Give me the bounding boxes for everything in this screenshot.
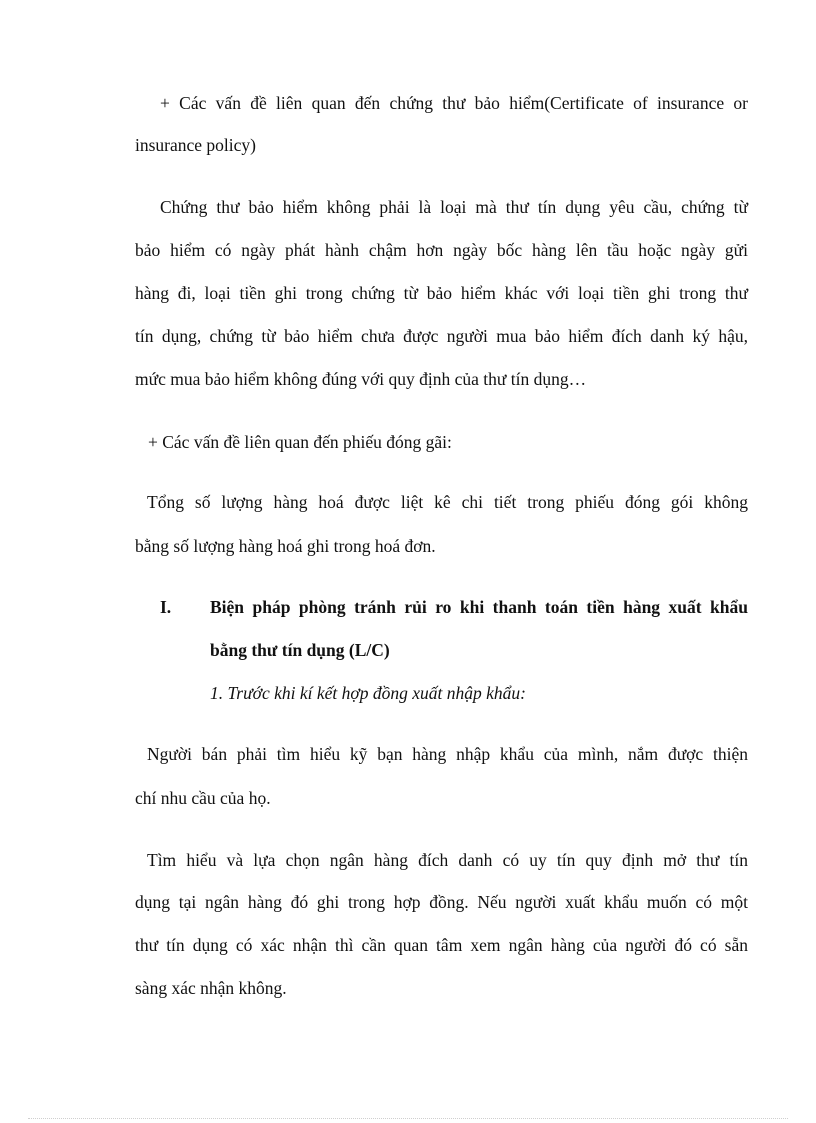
packing-paragraph-line-1: Tổng số lượng hàng hoá được liệt kê chi tiết trong phiếu đóng gói không	[147, 492, 748, 512]
insurance-paragraph-line-2: bảo hiểm có ngày phát hành chậm hơn ngày bốc hàng lên tầu hoặc ngày gửi	[135, 240, 748, 260]
insurance-heading-line-2: insurance policy)	[135, 135, 256, 155]
bank-paragraph-line-4: sàng xác nhận không.	[135, 978, 287, 998]
bank-paragraph-line-1: Tìm hiểu và lựa chọn ngân hàng đích danh có uy tín quy định mở thư tín	[147, 850, 748, 870]
subsection-title: 1. Trước khi kí kết hợp đồng xuất nhập khẩu:	[210, 683, 526, 703]
insurance-paragraph-line-5: mức mua bảo hiểm không đúng với quy định của thư tín dụng…	[135, 369, 587, 389]
insurance-paragraph-line-3: hàng đi, loại tiền ghi trong chứng từ bảo hiểm khác với loại tiền ghi trong thư	[135, 283, 748, 303]
seller-paragraph-line-1: Người bán phải tìm hiểu kỹ bạn hàng nhập khẩu của mình, nắm được thiện	[147, 744, 748, 764]
packing-paragraph-line-2: bằng số lượng hàng hoá ghi trong hoá đơn.	[135, 536, 436, 556]
bank-paragraph-line-3: thư tín dụng có xác nhận thì cần quan tâm xem ngân hàng của người đó có sẵn	[135, 935, 748, 955]
packing-heading: + Các vấn đề liên quan đến phiếu đóng gãi:	[148, 432, 452, 452]
seller-paragraph-line-2: chí nhu cầu của họ.	[135, 788, 271, 808]
section-title-line-2: bằng thư tín dụng (L/C)	[210, 640, 390, 660]
section-number: I.	[160, 597, 172, 617]
section-title-line-1: Biện pháp phòng tránh rủi ro khi thanh toán tiền hàng xuất khẩu	[210, 597, 748, 617]
insurance-paragraph-line-1: Chứng thư bảo hiểm không phải là loại mà thư tín dụng yêu cầu, chứng từ	[160, 197, 748, 217]
bank-paragraph-line-2: dụng tại ngân hàng đó ghi trong hợp đồng. Nếu người xuất khẩu muốn có một	[135, 892, 748, 912]
page-bottom-divider	[28, 1118, 788, 1119]
insurance-heading-line-1: + Các vấn đề liên quan đến chứng thư bảo hiểm(Certificate of insurance or	[160, 93, 748, 113]
insurance-paragraph-line-4: tín dụng, chứng từ bảo hiểm chưa được người mua bảo hiểm đích danh ký hậu,	[135, 326, 748, 346]
